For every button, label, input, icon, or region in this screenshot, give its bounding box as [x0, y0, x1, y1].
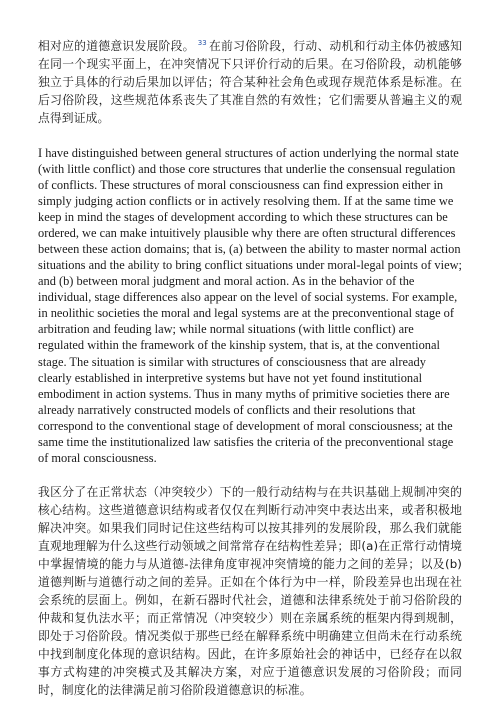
intro-text-end: 在前习俗阶段，行动、动机和行动主体仍被感知在同一个现实平面上，在冲突情况下只评价行动的后果。在习俗阶段，动机能够独立于具体的行动后果加以评估；符合某种社会角色或现存规范体系是标准。在后习俗阶段，这些规范体系丧失了其准自然的有效性；它们需要从普遍主义的观点得到证成。: [38, 38, 462, 125]
english-paragraph: I have distinguished between general structures of action underlying the normal state (with little conflict) and those core structures that underlie the consensual regulation of conflicts. These structures of moral consciousness can find expression either in simply judging action conflicts or in actively resolving them. If at the same time we keep in mind the stages of development according to which these structures can be ordered, we can make intuitively plausible why there are often structural differences between these action domains; that is, (a) between the ability to master normal action situations and the ability to bring conflict situations under moral-legal points of view; and (b) between moral judgment and moral action. As in the behavior of the individual, stage differences also appear on the level of social systems. For example, in neolithic societies the moral and legal systems are at the preconventional stage of arbitration and feuding law; while normal situations (with little conflict) are regulated within the framework of the kinship system, that is, at the conventional stage. The situation is similar with structures of consciousness that are already clearly established in interpretive systems but have not yet found institutional embodiment in action systems. Thus in many myths of primitive societies there are already narratively constructed models of conflicts and their resolutions that correspond to the conventional stage of development of moral consciousness; at the same time the institutionalized law satisfies the criteria of the preconventional stage of moral consciousness.: [38, 145, 462, 465]
footnote-reference-link[interactable]: 33: [197, 39, 207, 47]
chinese-translation-paragraph: 我区分了在正常状态（冲突较少）下的一般行动结构与在共识基础上规制冲突的核心结构。这些道德意识结构或者仅仅在判断行动冲突中表达出来，或者积极地解决冲突。如果我们同时记住这些结构可以按其排列的发展阶段，那么我们就能直观地理解为什么这些行动领域之间常常存在结构性差异；即(a)在正常行动情境中掌握情境的能力与从道德-法律角度审视冲突情境的能力之间的差异；以及(b)道德判断与道德行动之间的差异。正如在个体行为中一样，阶段差异也出现在社会系统的层面上。例如，在新石器时代社会，道德和法律系统处于前习俗阶段的仲裁和复仇法水平；而正常情况（冲突较少）则在亲属系统的框架内得到规制，即处于习俗阶段。情况类似于那些已经在解释系统中明确建立但尚未在行动系统中找到制度化体现的意识结构。因此，在许多原始社会的神话中，已经存在以叙事方式构建的冲突模式及其解决方案，对应于道德意识发展的习俗阶段；而同时，制度化的法律满足前习俗阶段道德意识的标准。: [38, 484, 462, 697]
document-page: [38, 34, 462, 699]
chinese-intro-paragraph: [38, 34, 462, 127]
intro-text-start: 相对应的道德意识发展阶段。: [38, 38, 195, 53]
